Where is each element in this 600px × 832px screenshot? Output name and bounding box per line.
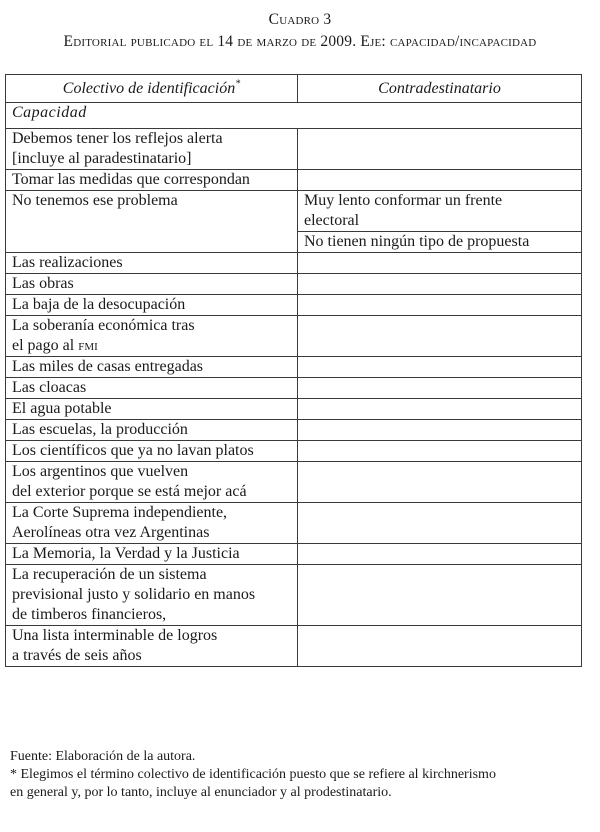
table-cell: Las obras [6, 274, 298, 295]
table-number: Cuadro 3 [268, 11, 332, 28]
table-cell [298, 378, 582, 399]
table-cell [298, 129, 582, 170]
table-row [6, 129, 582, 170]
table-cell: La Memoria, la Verdad y la Justicia [6, 544, 298, 565]
table-row [6, 462, 582, 503]
table-cell [298, 441, 582, 462]
table-cell: El agua potable [6, 399, 298, 420]
table-cell: Los científicos que ya no lavan platos [6, 441, 298, 462]
table-cell [298, 295, 582, 316]
table-row [6, 626, 582, 667]
table-cell: No tienen ningún tipo de propuesta [298, 232, 582, 253]
table-row [6, 357, 582, 378]
source-note: Fuente: Elaboración de la autora. [10, 749, 196, 764]
table-cell: Las realizaciones [6, 253, 298, 274]
table-row [6, 274, 582, 295]
header-col-identification: Colectivo de identificación* [6, 75, 298, 103]
table-cell [298, 316, 582, 357]
footnote-line: en general y, por lo tanto, incluye al enunciador y al prodestinatario. [10, 785, 392, 800]
table-cell: Tomar las medidas que correspondan [6, 170, 298, 191]
table-cell: Una lista interminable de logros a través de seis años [6, 626, 298, 667]
table-cell: Las cloacas [6, 378, 298, 399]
table-row [6, 316, 582, 357]
table-cell: No tenemos ese problema [6, 191, 298, 253]
section-row [6, 103, 582, 129]
data-table [5, 74, 582, 667]
table-row [6, 399, 582, 420]
table-row [6, 378, 582, 399]
table-cell [298, 626, 582, 667]
table-row [6, 253, 582, 274]
table-cell [298, 462, 582, 503]
table-cell: La recuperación de un sistema previsional justo y solidario en manos de timberos financieros, [6, 565, 298, 626]
table-cell: La baja de la desocupación [6, 295, 298, 316]
table-row [6, 295, 582, 316]
table-caption: Editorial publicado el 14 de marzo de 2009. Eje: capacidad/incapacidad [63, 33, 537, 50]
table-cell [298, 565, 582, 626]
table-cell [298, 357, 582, 378]
table-cell: La soberanía económica tras el pago al fmi [6, 316, 298, 357]
table-cell: Los argentinos que vuelven del exterior porque se está mejor acá [6, 462, 298, 503]
table-row [6, 191, 582, 232]
table-cell: Muy lento conformar un frente electoral [298, 191, 582, 232]
table-cell [298, 399, 582, 420]
footnote-line: * Elegimos el término colectivo de identificación puesto que se refiere al kirchnerismo [10, 767, 496, 782]
table-row [6, 565, 582, 626]
table-cell: Las miles de casas entregadas [6, 357, 298, 378]
table-row [6, 170, 582, 191]
table-cell: Debemos tener los reflejos alerta [incluye al paradestinatario] [6, 129, 298, 170]
table-cell [298, 253, 582, 274]
table-row [6, 544, 582, 565]
table-cell [298, 503, 582, 544]
table-cell [298, 170, 582, 191]
table-row [6, 503, 582, 544]
table-notes [10, 748, 595, 802]
table-row [6, 441, 582, 462]
section-label: Capacidad [6, 103, 582, 129]
table-cell: Las escuelas, la producción [6, 420, 298, 441]
table-cell [298, 274, 582, 295]
table-cell [298, 544, 582, 565]
header-col-contradestinatario: Contradestinatario [298, 75, 582, 103]
header-row [6, 75, 582, 103]
footnote-mark: * [235, 78, 241, 90]
table-cell [298, 420, 582, 441]
table-row [6, 420, 582, 441]
table-cell: La Corte Suprema independiente, Aerolíneas otra vez Argentinas [6, 503, 298, 544]
